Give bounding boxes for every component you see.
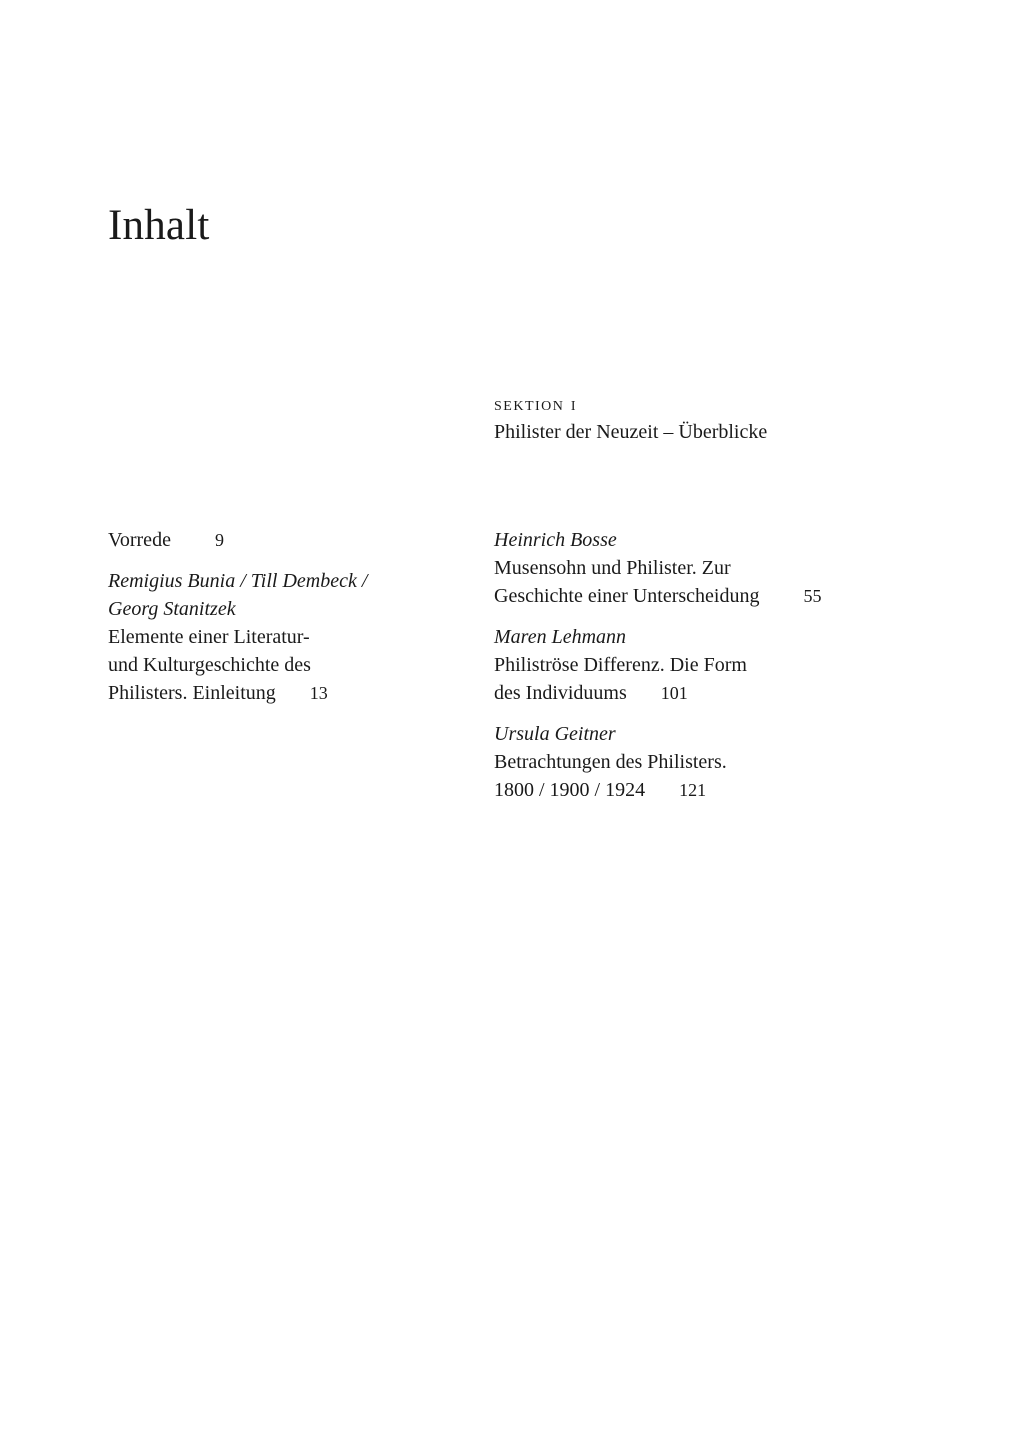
toc-entry-geitner[interactable]	[494, 720, 894, 804]
page-title: Inhalt	[108, 202, 210, 249]
toc-page-number: 101	[660, 683, 688, 703]
toc-page-number: 121	[679, 780, 707, 800]
section-label: sektion i	[494, 393, 578, 415]
toc-entry-author: Ursula Geitner	[494, 723, 616, 745]
toc-entry-author: Remigius Bunia / Till Dembeck /	[108, 570, 368, 592]
toc-entry-title: Philiströse Differenz. Die Form	[494, 654, 747, 676]
toc-entry-title: des Individuums	[494, 682, 627, 704]
toc-entry-title: Vorrede	[108, 529, 171, 551]
toc-entry-title: Philisters. Einleitung	[108, 682, 276, 704]
toc-page-number: 13	[309, 683, 328, 703]
toc-page-number: 55	[803, 586, 822, 606]
toc-entry-title: 1800 / 1900 / 1924	[494, 779, 646, 801]
toc-entry-title: Betrachtungen des Philisters.	[494, 751, 727, 773]
toc-entry-vorrede[interactable]	[108, 526, 428, 554]
toc-entry-bosse[interactable]	[494, 526, 894, 610]
toc-entry-author: Heinrich Bosse	[494, 529, 617, 551]
toc-left-column	[108, 526, 428, 720]
toc-right-column	[494, 526, 894, 817]
toc-entry-author: Maren Lehmann	[494, 626, 627, 648]
section-heading	[494, 390, 767, 446]
toc-entry-lehmann[interactable]	[494, 623, 894, 707]
toc-entry-title: und Kulturgeschichte des	[108, 654, 311, 676]
toc-entry-einleitung[interactable]	[108, 567, 428, 707]
toc-page-number: 9	[214, 530, 224, 550]
toc-entry-title: Geschichte einer Unterscheidung	[494, 585, 760, 607]
section-subtitle: Philister der Neuzeit – Überblicke	[494, 421, 768, 443]
toc-entry-title: Elemente einer Literatur-	[108, 626, 310, 648]
toc-entry-author: Georg Stanitzek	[108, 598, 236, 620]
toc-entry-title: Musensohn und Philister. Zur	[494, 557, 731, 579]
